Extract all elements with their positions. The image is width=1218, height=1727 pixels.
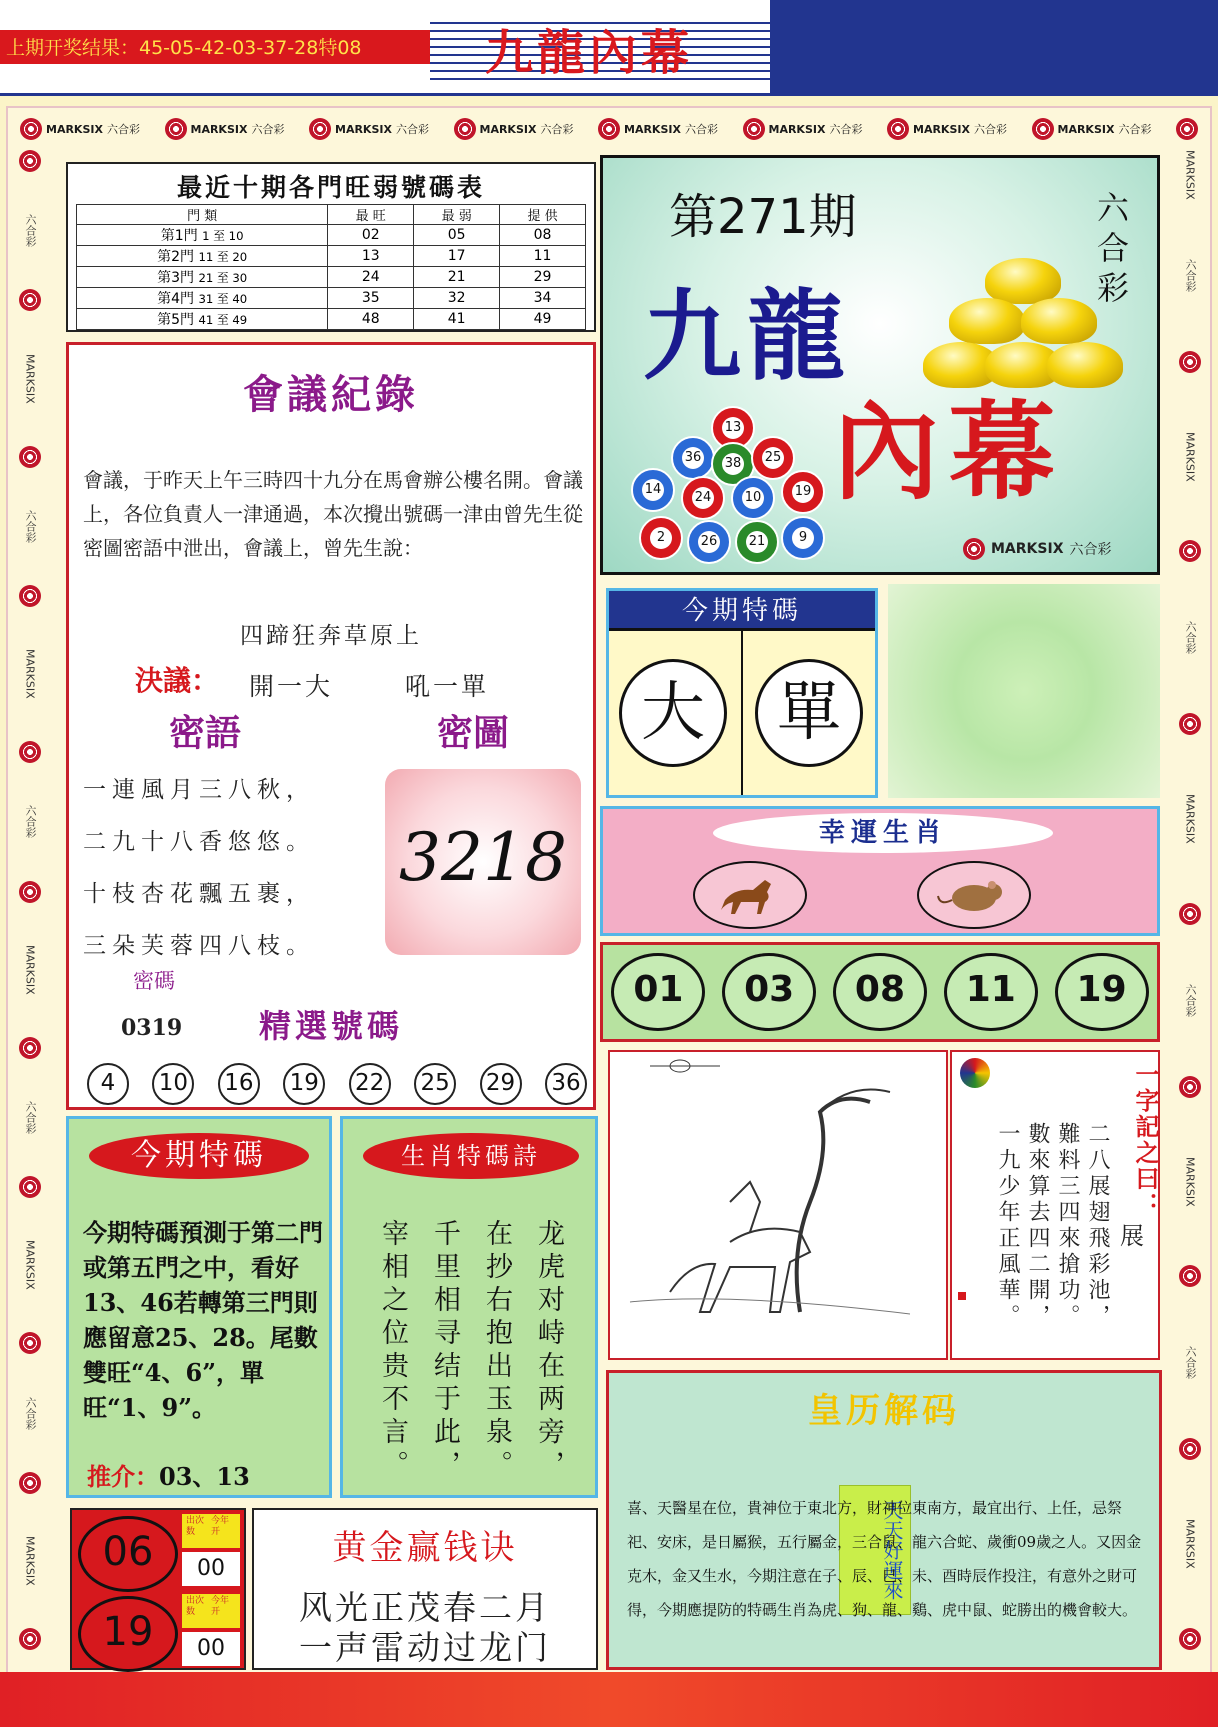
poster-brand: MARKSIX 六合彩 <box>963 538 1111 560</box>
issue-number: 第271期 <box>669 189 857 245</box>
lottery-ball: 26 <box>687 520 731 564</box>
door-cell: 第1門 1 至 10 <box>77 225 328 246</box>
rainbow-logo-icon <box>960 1058 990 1088</box>
lottery-ball: 10 <box>731 476 775 520</box>
brand-strip-top <box>20 112 1198 146</box>
forecast-title: 今期特碼 <box>89 1133 309 1179</box>
offer-cell: 29 <box>500 267 586 288</box>
flower-icon <box>1179 1076 1201 1098</box>
cold-cell: 17 <box>414 246 500 267</box>
brand-cn: 六合彩 <box>24 509 37 543</box>
hot-cell: 48 <box>328 309 414 330</box>
poem-line: 一連風月三八秋， <box>83 777 315 803</box>
zodiac-poem-panel <box>340 1116 598 1498</box>
mima-value: 0319 <box>121 1015 183 1041</box>
flower-icon <box>19 446 41 468</box>
flower-icon <box>454 118 476 140</box>
appearance-number: 06 <box>78 1516 178 1592</box>
poster-lhc: 六合彩 <box>1096 189 1129 307</box>
offer-cell: 34 <box>500 288 586 309</box>
hot-cell: 02 <box>328 225 414 246</box>
rat-icon <box>917 861 1031 929</box>
flower-icon <box>19 585 41 607</box>
lottery-ball: 14 <box>631 468 675 512</box>
door-cell: 第3門 21 至 30 <box>77 267 328 288</box>
pick-number: 25 <box>414 1063 456 1105</box>
col-header: 最 旺 <box>328 205 414 225</box>
one-word-poem: 難料三四來搶功。 <box>1055 1122 1080 1330</box>
brand-cn: 六合彩 <box>1184 621 1197 655</box>
brand-mark: MARKSIX <box>23 944 37 995</box>
meeting-riddle: 四蹄狂奔草原上 <box>240 623 422 649</box>
flower-icon <box>1179 713 1201 735</box>
brand-cn: 六合彩 <box>1184 258 1197 292</box>
poster-big-subtitle: 內幕 <box>833 389 1065 514</box>
mitu-label: 密圖 <box>437 712 510 754</box>
miyu-label: 密語 <box>169 712 242 754</box>
pick-number: 19 <box>283 1063 325 1105</box>
table-header-row <box>77 205 586 225</box>
table-row <box>77 225 586 246</box>
flower-icon <box>19 150 41 172</box>
brand-cn: 六合彩 <box>24 805 37 839</box>
brand-mark: MARKSIX <box>1183 1519 1197 1569</box>
appearance-value: 00 <box>182 1552 240 1586</box>
appearance-value: 00 <box>182 1632 240 1666</box>
header-title: 九龍內幕 <box>485 25 694 81</box>
brand-mark: MARKSIX <box>1183 150 1197 200</box>
decision-label: 決議： <box>135 664 220 697</box>
brand-mark: MARKSIX <box>23 1240 37 1291</box>
flower-icon <box>19 1332 41 1354</box>
zodiac-poem-col: 龙虎对峙在两旁， <box>533 1219 564 1483</box>
flower-icon <box>1179 1265 1201 1287</box>
picks-label: 精選號碼 <box>259 1007 404 1045</box>
pick-number: 16 <box>218 1063 260 1105</box>
flower-icon <box>19 1176 41 1198</box>
lottery-ball: 21 <box>735 520 779 564</box>
flower-icon <box>1179 351 1201 373</box>
zodiac-poem-col: 宰相之位贵不言。 <box>377 1219 408 1483</box>
horse-rider-sketch <box>608 1050 948 1360</box>
hot-cell: 35 <box>328 288 414 309</box>
flower-icon <box>19 1472 41 1494</box>
cold-cell: 05 <box>414 225 500 246</box>
table-row <box>77 288 586 309</box>
gold-formula-panel <box>252 1508 598 1670</box>
brand-cn: 六合彩 <box>24 1100 37 1134</box>
one-word-poem: 二八展翅飛彩池， <box>1085 1122 1110 1330</box>
flower-icon <box>309 118 331 140</box>
offer-cell: 49 <box>500 309 586 330</box>
brand-strip-left <box>12 150 48 1650</box>
special-forecast-panel <box>66 1116 332 1498</box>
flower-icon <box>1032 118 1054 140</box>
recommend <box>87 1457 250 1492</box>
number-circle: 11 <box>944 953 1038 1031</box>
code-number: 3218 <box>399 819 567 896</box>
col-header: 提 供 <box>500 205 586 225</box>
offer-cell: 08 <box>500 225 586 246</box>
lucky-zodiac-panel <box>600 806 1160 936</box>
brand-cn: 六合彩 <box>24 1396 37 1430</box>
decision-roar: 吼一單 <box>405 672 490 701</box>
special-code-title: 今期特碼 <box>609 591 875 631</box>
lottery-ball: 13 <box>711 406 755 450</box>
zodiac-poem-col: 在抄右抱出玉泉。 <box>481 1219 512 1483</box>
special-big: 大 <box>619 659 727 767</box>
footer-bar <box>0 1672 1218 1727</box>
recommend-label: 推介： <box>87 1462 159 1491</box>
cold-cell: 21 <box>414 267 500 288</box>
brand-mark: MARKSIX <box>1183 431 1197 482</box>
gold-title: 黄金赢钱诀 <box>332 1528 518 1568</box>
flower-icon <box>19 1037 41 1059</box>
poem-line: 二九十八香悠悠。 <box>83 829 315 855</box>
flower-icon <box>1179 1628 1201 1650</box>
lottery-ball: 38 <box>711 442 755 486</box>
brand-mark: MARKSIX <box>23 1536 37 1586</box>
flower-icon <box>1179 1438 1201 1460</box>
numbers-row <box>600 942 1160 1042</box>
one-word-panel <box>950 1050 1160 1360</box>
pick-number: 4 <box>87 1063 129 1105</box>
col-header: 最 弱 <box>414 205 500 225</box>
gold-ingots-icon <box>923 258 1123 438</box>
zodiac-poem-title: 生肖特碼詩 <box>363 1133 579 1179</box>
cold-cell: 41 <box>414 309 500 330</box>
poster-big-title: 九龍 <box>643 279 852 394</box>
meeting-body: 會議，于昨天上午三時四十九分在馬會辦公樓名開。會議上，各位負責人一津通過，本次攪出號碼一津由曾先生從密圖密語中泄出，會議上，曾先生說： <box>83 468 583 560</box>
brand-item: MARKSIX 六合彩 <box>20 118 140 140</box>
table-title: 最近十期各門旺弱號碼表 <box>176 173 485 202</box>
hot-cell: 13 <box>328 246 414 267</box>
brand-strip-right <box>1172 150 1208 1650</box>
poem-line: 十枝杏花飄五裹， <box>83 881 315 907</box>
flower-icon <box>19 1628 41 1650</box>
brand-item: MARKSIX 六合彩 <box>598 118 718 140</box>
flower-icon <box>1179 903 1201 925</box>
brand-cn: 六合彩 <box>1184 1346 1197 1380</box>
special-code-panel <box>606 588 878 798</box>
poster <box>600 155 1160 575</box>
pick-number: 22 <box>349 1063 391 1105</box>
flower-icon <box>19 881 41 903</box>
number-circle: 08 <box>833 953 927 1031</box>
meeting-title: 會議紀錄 <box>243 371 419 418</box>
decision-open: 開一大 <box>249 672 334 701</box>
door-cell: 第4門 31 至 40 <box>77 288 328 309</box>
number-circle: 01 <box>611 953 705 1031</box>
flower-icon <box>743 118 765 140</box>
forecast-body: 今期特碼預測于第二門或第五門之中，看好13、46若轉第三門則應留意25、28。尾數雙旺“4、6”，單旺“1、9”。 <box>83 1218 323 1422</box>
zodiac-title: 幸運生肖 <box>713 813 1053 853</box>
flower-icon <box>1179 540 1201 562</box>
recommend-value: 03、13 <box>159 1462 250 1491</box>
door-cell: 第2門 11 至 20 <box>77 246 328 267</box>
brand-mark: MARKSIX <box>23 353 37 404</box>
almanac-stamp: 天天好運來 <box>839 1485 911 1615</box>
brand-mark: MARKSIX <box>23 649 37 699</box>
meeting-panel <box>66 342 596 1110</box>
appearance-panel <box>70 1508 246 1670</box>
table-row <box>77 246 586 267</box>
number-circle: 19 <box>1055 953 1149 1031</box>
special-odd: 單 <box>755 659 863 767</box>
brand-cn: 六合彩 <box>24 214 37 248</box>
brand-item: MARKSIX 六合彩 <box>309 118 429 140</box>
almanac-panel <box>606 1370 1162 1670</box>
brand-item: MARKSIX 六合彩 <box>1032 118 1152 140</box>
picks-row <box>87 1063 587 1105</box>
table-row <box>77 309 586 330</box>
number-circle: 03 <box>722 953 816 1031</box>
one-word-poem: 一九少年正風華。 <box>995 1122 1020 1330</box>
flower-icon <box>20 118 42 140</box>
table-row <box>77 267 586 288</box>
code-box <box>385 769 581 955</box>
lottery-ball: 19 <box>781 470 825 514</box>
lottery-ball: 25 <box>751 436 795 480</box>
appearance-number: 19 <box>78 1596 178 1672</box>
hot-cold-table <box>66 162 596 332</box>
rider-sketch-icon <box>610 1052 946 1358</box>
lottery-ball: 9 <box>781 516 825 560</box>
hot-cell: 24 <box>328 267 414 288</box>
appearance-tag: 出次数 今年开 <box>182 1594 240 1628</box>
almanac-body: 喜、天醫星在位，貴神位于東北方，財神位東南方，最宜出行、上任，忌祭祀、安床，是日屬猴，五行屬金，三合鼠、龍六合蛇、歲衝09歲之人。又因金克木，金又生水，今期注意在子、辰、巳、未、酉時辰作投注，有意外之財可得，今期應提防的特碼生肖為虎、狗、龍、鷄、虎中鼠、蛇勝出的機會較大。 <box>627 1499 1142 1619</box>
gold-line: 风光正茂春二月 <box>299 1588 551 1627</box>
flower-icon <box>19 741 41 763</box>
zodiac-poem-col: 千里相寻结于此， <box>429 1219 460 1483</box>
mima-label: 密碼 <box>133 969 175 993</box>
one-word: 展 <box>1120 1222 1144 1250</box>
brand-mark: MARKSIX <box>1183 794 1197 844</box>
flower-icon <box>963 538 985 560</box>
brand-cn: 六合彩 <box>1184 983 1197 1017</box>
pick-number: 36 <box>545 1063 587 1105</box>
red-square-icon <box>958 1292 966 1300</box>
one-word-poem: 數來算去四二開， <box>1025 1122 1050 1330</box>
brand-item: MARKSIX 六合彩 <box>743 118 863 140</box>
pick-number: 10 <box>152 1063 194 1105</box>
lottery-ball: 24 <box>681 476 725 520</box>
poem-line: 三朵芙蓉四八枝。 <box>83 933 315 959</box>
lottery-balls <box>631 406 831 566</box>
offer-cell: 11 <box>500 246 586 267</box>
last-result-text: 上期开奖结果：45-05-42-03-37-28特08 <box>6 37 362 59</box>
gold-line: 一声雷动过龙门 <box>299 1628 551 1667</box>
brand-item: MARKSIX 六合彩 <box>165 118 285 140</box>
flower-icon <box>598 118 620 140</box>
flower-icon <box>165 118 187 140</box>
lottery-ball: 2 <box>639 516 683 560</box>
brand-mark: MARKSIX <box>1183 1156 1197 1207</box>
brand-item: MARKSIX 六合彩 <box>454 118 574 140</box>
flower-icon <box>887 118 909 140</box>
divider <box>741 631 743 795</box>
appearance-tag: 出次数 今年开 <box>182 1514 240 1548</box>
table-grid <box>76 204 586 330</box>
flower-icon <box>1176 118 1198 140</box>
one-word-title: 一字記之曰： <box>1131 1062 1160 1218</box>
lottery-ball: 36 <box>671 436 715 480</box>
col-header: 門 類 <box>77 205 328 225</box>
almanac-title: 皇历解码 <box>808 1391 960 1431</box>
pick-number: 29 <box>480 1063 522 1105</box>
cold-cell: 32 <box>414 288 500 309</box>
horse-icon <box>693 861 807 929</box>
door-cell: 第5門 41 至 49 <box>77 309 328 330</box>
brand-item: MARKSIX 六合彩 <box>887 118 1007 140</box>
flower-icon <box>19 289 41 311</box>
decorative-green <box>888 584 1160 798</box>
